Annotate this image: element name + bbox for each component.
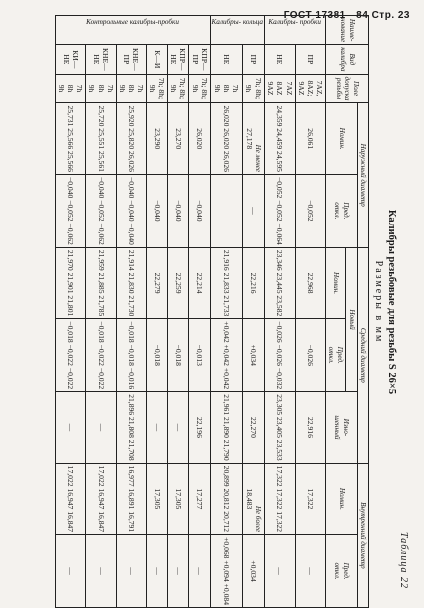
table-number: Таблица 22	[398, 532, 409, 589]
cell-outer-nominal	[242, 103, 264, 174]
cell-middle-worn: 23,305 23,405 23,533	[265, 392, 295, 463]
cell-middle-worn: —	[146, 392, 167, 463]
cell-inner-nominal: 17,022 16,947 16,847	[56, 463, 86, 534]
table-row	[295, 16, 325, 608]
cell-middle-nominal: 21,959 21,885 21,785	[86, 247, 116, 318]
cell-field: 7h; 8h; 9h	[242, 74, 264, 103]
cell-field: 7h 8h 9h	[210, 74, 242, 103]
cell-middle-nominal: 22,216	[242, 247, 264, 318]
cell-middle-nominal: 21,970 21,901 21,801	[56, 247, 86, 318]
table-row	[168, 16, 189, 608]
cell-field: 7h 8h 9h	[56, 74, 86, 103]
cell-kind: КПР—ПР	[189, 45, 210, 74]
cell-middle-tol: −0,026	[295, 319, 325, 392]
rotated-table-area	[15, 15, 409, 606]
col-outer-nominal: Номин.	[325, 103, 357, 174]
cell-inner-nominal: 17,277	[189, 463, 210, 534]
cell-middle-tol: −0,026 −0,026 −0,032	[265, 319, 295, 392]
cell-inner-nominal: 17,305	[168, 463, 189, 534]
group-ring	[210, 16, 265, 45]
cell-middle-nominal: 23,346 23,445 23,582	[265, 247, 295, 318]
cell-middle-nominal: 22,214	[189, 247, 210, 318]
cell-middle-worn: 21,896 21,808 21,708	[116, 392, 146, 463]
cell-outer-nominal: 24,359 24,459 24,595	[265, 103, 295, 174]
cell-middle-tol: +0,034	[242, 319, 264, 392]
cell-outer-tol: —	[242, 174, 264, 247]
table-row	[242, 16, 264, 608]
col-inner-nominal: Номин.	[325, 463, 357, 534]
cell-inner-tol: —	[146, 535, 167, 608]
group-label: Калибры- пробки	[268, 18, 322, 26]
cell-kind: КНЕ—НЕ	[86, 45, 116, 74]
cell-inner-nominal: 17,322	[295, 463, 325, 534]
cell-middle-nominal: 21,916 21,833 21,733	[210, 247, 242, 318]
not-less-label: Не менее	[254, 144, 263, 172]
cell-middle-tol: −0,018	[168, 319, 189, 392]
not-more-label: Не более	[254, 506, 263, 533]
cell-middle-tol: +0,042 +0,042 +0,042	[210, 319, 242, 392]
table-row	[86, 16, 116, 608]
table-row	[210, 16, 242, 608]
cell-middle-tol: −0,018 −0,018 −0,016	[116, 319, 146, 392]
col-name: Наиме- нование	[325, 16, 369, 45]
col-middle-new: Новый	[346, 247, 358, 391]
col-inner-tol: Пред. откл.	[325, 535, 357, 608]
cell-field: 7AZ, 8AZ; 9AZ	[295, 74, 325, 103]
cell-outer-tol	[210, 174, 242, 247]
cell-inner-tol: —	[116, 535, 146, 608]
cell-kind: К—И	[146, 45, 167, 74]
cell-outer-tol: −0,040 −0,052 −0,062	[56, 174, 86, 247]
table-row	[189, 16, 210, 608]
table-row	[56, 16, 86, 608]
cell-inner-tol: —	[86, 535, 116, 608]
cell-outer-tol: −0,040 −0,040 −0,040	[116, 174, 146, 247]
cell-value: 18,483	[244, 488, 254, 510]
cell-inner-nominal: 17,322 17,322 17,322	[265, 463, 295, 534]
cell-field: 7h; 8h; 9h	[168, 74, 189, 103]
cell-field: 7h 8h 9h	[86, 74, 116, 103]
cell-middle-worn: 22,270	[242, 392, 264, 463]
table-row	[116, 16, 146, 608]
cell-middle-worn: 22,916	[295, 392, 325, 463]
cell-outer-tol: −0,040	[168, 174, 189, 247]
cell-middle-nominal: 22,259	[168, 247, 189, 318]
cell-field: 7h 8h 9h	[116, 74, 146, 103]
cell-inner-tol: —	[168, 535, 189, 608]
group-plug	[265, 16, 326, 45]
cell-inner-tol: —	[295, 535, 325, 608]
cell-outer-tol: −0,052	[295, 174, 325, 247]
cell-kind: КИ—НЕ	[56, 45, 86, 74]
cell-inner-tol: —	[265, 535, 295, 608]
cell-middle-nominal: 22,968	[295, 247, 325, 318]
cell-outer-tol: −0,040	[189, 174, 210, 247]
page-header: ГОСТ 17381—84 Стр. 23	[283, 10, 410, 21]
cell-middle-tol: −0,018 −0,022 −0,022	[56, 319, 86, 392]
cell-value: 27,178	[244, 128, 254, 150]
group-control	[56, 16, 211, 45]
cell-inner-nominal: 20,899 20,812 20,712	[210, 463, 242, 534]
table-row	[265, 16, 295, 608]
col-field: Поле допуска резьбы	[325, 74, 369, 103]
col-middle-nominal: Номин.	[325, 247, 345, 318]
cell-field: 7h; 8h; 9h	[146, 74, 167, 103]
col-inner: Внутренний диаметр	[357, 463, 369, 607]
cell-middle-nominal: 22,279	[146, 247, 167, 318]
cell-outer-tol: −0,040	[146, 174, 167, 247]
cell-field: 7h; 8h; 9h	[189, 74, 210, 103]
table-caption	[372, 15, 409, 589]
col-middle-tol: Пред. откл.	[325, 319, 345, 392]
cell-kind: ПР	[295, 45, 325, 74]
cell-middle-worn: 21,961 21,890 21,790	[210, 392, 242, 463]
table-title: Калибры резьбовые для резьбы S 26×5	[386, 209, 397, 395]
cell-middle-nominal: 21,914 21,830 21,730	[116, 247, 146, 318]
group-label: Калибры- кольца	[211, 18, 264, 26]
cell-outer-nominal: 23,270	[168, 103, 189, 174]
col-middle: Средний диаметр	[357, 247, 369, 463]
cell-kind: НЕ	[210, 45, 242, 74]
cell-kind: ПР	[242, 45, 264, 74]
group-label: Контрольные калибры-пробки	[86, 18, 180, 26]
cell-middle-tol: −0,013	[189, 319, 210, 392]
cell-inner-nominal	[242, 463, 264, 534]
cell-middle-worn: —	[56, 392, 86, 463]
cell-outer-nominal: 26,020 26,020 26,026	[210, 103, 242, 174]
cell-inner-tol: —	[56, 535, 86, 608]
col-outer: Наружный диаметр	[357, 103, 369, 247]
cell-kind: КНЕ—ПР	[116, 45, 146, 74]
cell-middle-worn: 22,196	[189, 392, 210, 463]
cell-outer-nominal: 26,061	[295, 103, 325, 174]
cell-outer-tol: −0,040 −0,052 −0,062	[86, 174, 116, 247]
col-middle-worn: Изно- шенный	[325, 392, 357, 463]
cell-inner-tol: +0,068 +0,094 +0,084	[210, 535, 242, 608]
cell-middle-tol: −0,018 −0,022 −0,022	[86, 319, 116, 392]
cell-inner-nominal: 17,305	[146, 463, 167, 534]
cell-outer-nominal: 25,731 25,566 25,566	[56, 103, 86, 174]
table-subtitle: Размеры в мм	[373, 260, 385, 344]
col-kind: Вид калибра	[325, 45, 369, 74]
cell-inner-tol: +0,034	[242, 535, 264, 608]
cell-kind: КПР—НЕ	[168, 45, 189, 74]
gauge-table	[55, 15, 369, 608]
cell-middle-worn: —	[86, 392, 116, 463]
cell-middle-worn: —	[168, 392, 189, 463]
cell-outer-nominal: 23,290	[146, 103, 167, 174]
col-outer-tol: Пред. откл.	[325, 174, 357, 247]
cell-outer-nominal: 26,020	[189, 103, 210, 174]
cell-field: 7AZ 8AZ 9AZ	[265, 74, 295, 103]
cell-inner-nominal: 17,022 16,947 16,847	[86, 463, 116, 534]
cell-outer-tol: −0,052 −0,052 −0,064	[265, 174, 295, 247]
cell-outer-nominal: 25,720 25,551 25,561	[86, 103, 116, 174]
cell-inner-nominal: 16,977 16,891 16,791	[116, 463, 146, 534]
cell-middle-tol: −0,018	[146, 319, 167, 392]
cell-outer-nominal: 25,920 25,820 26,026	[116, 103, 146, 174]
cell-kind: НЕ	[265, 45, 295, 74]
table-row	[146, 16, 167, 608]
cell-inner-tol: —	[189, 535, 210, 608]
